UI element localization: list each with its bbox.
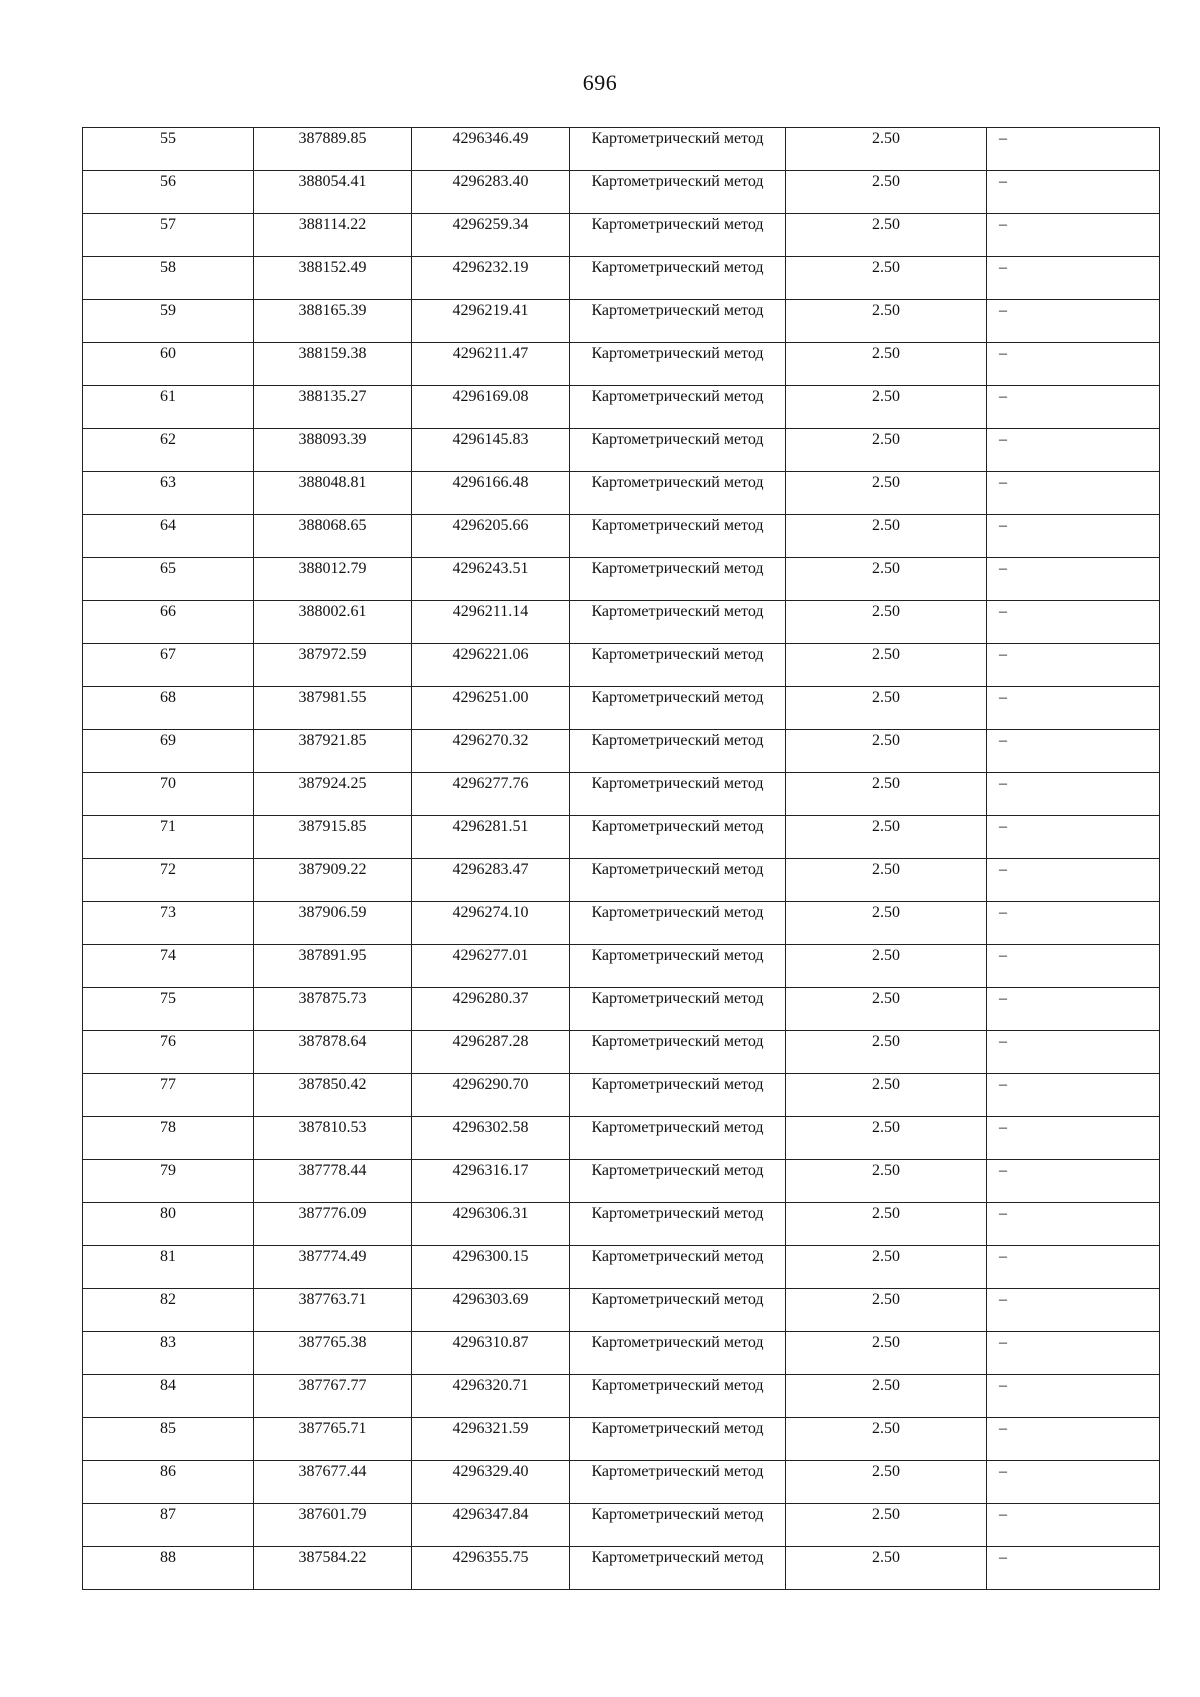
- method-cell: Картометрический метод: [570, 1332, 786, 1375]
- accuracy-cell: 2.50: [786, 988, 987, 1031]
- accuracy-cell: 2.50: [786, 1117, 987, 1160]
- accuracy-cell: 2.50: [786, 1031, 987, 1074]
- y-coordinate-cell: 4296302.58: [412, 1117, 570, 1160]
- note-cell: –: [987, 429, 1160, 472]
- accuracy-cell: 2.50: [786, 1332, 987, 1375]
- y-coordinate-cell: 4296270.32: [412, 730, 570, 773]
- table-row: [83, 214, 1160, 257]
- method-cell: Картометрический метод: [570, 859, 786, 902]
- method-cell: Картометрический метод: [570, 1074, 786, 1117]
- coordinates-table-body: [83, 128, 1160, 1590]
- coordinates-table: [82, 127, 1160, 1590]
- method-cell: Картометрический метод: [570, 257, 786, 300]
- x-coordinate-cell: 388165.39: [254, 300, 412, 343]
- y-coordinate-cell: 4296277.76: [412, 773, 570, 816]
- x-coordinate-cell: 387601.79: [254, 1504, 412, 1547]
- note-cell: –: [987, 1074, 1160, 1117]
- method-cell: Картометрический метод: [570, 988, 786, 1031]
- table-row: [83, 472, 1160, 515]
- method-cell: Картометрический метод: [570, 601, 786, 644]
- y-coordinate-cell: 4296169.08: [412, 386, 570, 429]
- note-cell: –: [987, 1504, 1160, 1547]
- y-coordinate-cell: 4296281.51: [412, 816, 570, 859]
- point-number-cell: 77: [83, 1074, 254, 1117]
- table-row: [83, 859, 1160, 902]
- point-number-cell: 74: [83, 945, 254, 988]
- x-coordinate-cell: 388002.61: [254, 601, 412, 644]
- point-number-cell: 80: [83, 1203, 254, 1246]
- table-row: [83, 386, 1160, 429]
- table-row: [83, 773, 1160, 816]
- method-cell: Картометрический метод: [570, 816, 786, 859]
- x-coordinate-cell: 387875.73: [254, 988, 412, 1031]
- method-cell: Картометрический метод: [570, 1461, 786, 1504]
- x-coordinate-cell: 387584.22: [254, 1547, 412, 1590]
- point-number-cell: 60: [83, 343, 254, 386]
- method-cell: Картометрический метод: [570, 558, 786, 601]
- y-coordinate-cell: 4296232.19: [412, 257, 570, 300]
- point-number-cell: 83: [83, 1332, 254, 1375]
- accuracy-cell: 2.50: [786, 773, 987, 816]
- accuracy-cell: 2.50: [786, 300, 987, 343]
- x-coordinate-cell: 387909.22: [254, 859, 412, 902]
- x-coordinate-cell: 388114.22: [254, 214, 412, 257]
- method-cell: Картометрический метод: [570, 1289, 786, 1332]
- y-coordinate-cell: 4296316.17: [412, 1160, 570, 1203]
- table-row: [83, 601, 1160, 644]
- method-cell: Картометрический метод: [570, 1031, 786, 1074]
- method-cell: Картометрический метод: [570, 1246, 786, 1289]
- note-cell: –: [987, 1418, 1160, 1461]
- accuracy-cell: 2.50: [786, 1203, 987, 1246]
- method-cell: Картометрический метод: [570, 472, 786, 515]
- note-cell: –: [987, 171, 1160, 214]
- x-coordinate-cell: 387924.25: [254, 773, 412, 816]
- x-coordinate-cell: 387810.53: [254, 1117, 412, 1160]
- note-cell: –: [987, 1461, 1160, 1504]
- x-coordinate-cell: 387765.71: [254, 1418, 412, 1461]
- table-row: [83, 257, 1160, 300]
- method-cell: Картометрический метод: [570, 386, 786, 429]
- y-coordinate-cell: 4296347.84: [412, 1504, 570, 1547]
- y-coordinate-cell: 4296280.37: [412, 988, 570, 1031]
- y-coordinate-cell: 4296274.10: [412, 902, 570, 945]
- table-row: [83, 902, 1160, 945]
- y-coordinate-cell: 4296221.06: [412, 644, 570, 687]
- accuracy-cell: 2.50: [786, 429, 987, 472]
- x-coordinate-cell: 388048.81: [254, 472, 412, 515]
- table-row: [83, 1375, 1160, 1418]
- method-cell: Картометрический метод: [570, 773, 786, 816]
- y-coordinate-cell: 4296219.41: [412, 300, 570, 343]
- note-cell: –: [987, 601, 1160, 644]
- point-number-cell: 75: [83, 988, 254, 1031]
- method-cell: Картометрический метод: [570, 902, 786, 945]
- y-coordinate-cell: 4296211.47: [412, 343, 570, 386]
- point-number-cell: 67: [83, 644, 254, 687]
- x-coordinate-cell: 388159.38: [254, 343, 412, 386]
- method-cell: Картометрический метод: [570, 300, 786, 343]
- x-coordinate-cell: 387891.95: [254, 945, 412, 988]
- method-cell: Картометрический метод: [570, 1160, 786, 1203]
- accuracy-cell: 2.50: [786, 1504, 987, 1547]
- point-number-cell: 59: [83, 300, 254, 343]
- table-row: [83, 644, 1160, 687]
- point-number-cell: 64: [83, 515, 254, 558]
- note-cell: –: [987, 1246, 1160, 1289]
- y-coordinate-cell: 4296243.51: [412, 558, 570, 601]
- table-row: [83, 1074, 1160, 1117]
- table-row: [83, 300, 1160, 343]
- note-cell: –: [987, 816, 1160, 859]
- accuracy-cell: 2.50: [786, 730, 987, 773]
- point-number-cell: 87: [83, 1504, 254, 1547]
- accuracy-cell: 2.50: [786, 601, 987, 644]
- y-coordinate-cell: 4296259.34: [412, 214, 570, 257]
- point-number-cell: 57: [83, 214, 254, 257]
- y-coordinate-cell: 4296287.28: [412, 1031, 570, 1074]
- accuracy-cell: 2.50: [786, 1547, 987, 1590]
- note-cell: –: [987, 128, 1160, 171]
- y-coordinate-cell: 4296251.00: [412, 687, 570, 730]
- x-coordinate-cell: 388093.39: [254, 429, 412, 472]
- method-cell: Картометрический метод: [570, 429, 786, 472]
- note-cell: –: [987, 558, 1160, 601]
- point-number-cell: 71: [83, 816, 254, 859]
- method-cell: Картометрический метод: [570, 1504, 786, 1547]
- y-coordinate-cell: 4296346.49: [412, 128, 570, 171]
- point-number-cell: 79: [83, 1160, 254, 1203]
- table-row: [83, 730, 1160, 773]
- table-row: [83, 1203, 1160, 1246]
- accuracy-cell: 2.50: [786, 386, 987, 429]
- note-cell: –: [987, 300, 1160, 343]
- table-row: [83, 558, 1160, 601]
- x-coordinate-cell: 387915.85: [254, 816, 412, 859]
- table-row: [83, 429, 1160, 472]
- y-coordinate-cell: 4296290.70: [412, 1074, 570, 1117]
- table-row: [83, 1504, 1160, 1547]
- point-number-cell: 76: [83, 1031, 254, 1074]
- point-number-cell: 68: [83, 687, 254, 730]
- x-coordinate-cell: 387981.55: [254, 687, 412, 730]
- x-coordinate-cell: 388135.27: [254, 386, 412, 429]
- note-cell: –: [987, 730, 1160, 773]
- point-number-cell: 85: [83, 1418, 254, 1461]
- point-number-cell: 63: [83, 472, 254, 515]
- note-cell: –: [987, 644, 1160, 687]
- page-number: 696: [582, 70, 618, 95]
- y-coordinate-cell: 4296303.69: [412, 1289, 570, 1332]
- accuracy-cell: 2.50: [786, 816, 987, 859]
- accuracy-cell: 2.50: [786, 1461, 987, 1504]
- table-row: [83, 1160, 1160, 1203]
- table-row: [83, 1332, 1160, 1375]
- y-coordinate-cell: 4296283.47: [412, 859, 570, 902]
- method-cell: Картометрический метод: [570, 730, 786, 773]
- table-row: [83, 1461, 1160, 1504]
- note-cell: –: [987, 1160, 1160, 1203]
- table-row: [83, 1031, 1160, 1074]
- y-coordinate-cell: 4296211.14: [412, 601, 570, 644]
- note-cell: –: [987, 386, 1160, 429]
- note-cell: –: [987, 902, 1160, 945]
- note-cell: –: [987, 773, 1160, 816]
- note-cell: –: [987, 343, 1160, 386]
- note-cell: –: [987, 945, 1160, 988]
- y-coordinate-cell: 4296300.15: [412, 1246, 570, 1289]
- point-number-cell: 62: [83, 429, 254, 472]
- accuracy-cell: 2.50: [786, 945, 987, 988]
- point-number-cell: 72: [83, 859, 254, 902]
- method-cell: Картометрический метод: [570, 1203, 786, 1246]
- method-cell: Картометрический метод: [570, 1418, 786, 1461]
- note-cell: –: [987, 1332, 1160, 1375]
- accuracy-cell: 2.50: [786, 1289, 987, 1332]
- method-cell: Картометрический метод: [570, 1547, 786, 1590]
- accuracy-cell: 2.50: [786, 1160, 987, 1203]
- x-coordinate-cell: 387972.59: [254, 644, 412, 687]
- note-cell: –: [987, 687, 1160, 730]
- x-coordinate-cell: 388068.65: [254, 515, 412, 558]
- note-cell: –: [987, 1031, 1160, 1074]
- note-cell: –: [987, 1547, 1160, 1590]
- note-cell: –: [987, 1203, 1160, 1246]
- method-cell: Картометрический метод: [570, 687, 786, 730]
- accuracy-cell: 2.50: [786, 1375, 987, 1418]
- accuracy-cell: 2.50: [786, 1074, 987, 1117]
- y-coordinate-cell: 4296320.71: [412, 1375, 570, 1418]
- x-coordinate-cell: 387776.09: [254, 1203, 412, 1246]
- point-number-cell: 58: [83, 257, 254, 300]
- accuracy-cell: 2.50: [786, 472, 987, 515]
- accuracy-cell: 2.50: [786, 214, 987, 257]
- table-row: [83, 1547, 1160, 1590]
- accuracy-cell: 2.50: [786, 1418, 987, 1461]
- y-coordinate-cell: 4296321.59: [412, 1418, 570, 1461]
- table-row: [83, 1246, 1160, 1289]
- x-coordinate-cell: 387763.71: [254, 1289, 412, 1332]
- accuracy-cell: 2.50: [786, 1246, 987, 1289]
- y-coordinate-cell: 4296306.31: [412, 1203, 570, 1246]
- point-number-cell: 70: [83, 773, 254, 816]
- accuracy-cell: 2.50: [786, 558, 987, 601]
- point-number-cell: 56: [83, 171, 254, 214]
- note-cell: –: [987, 1117, 1160, 1160]
- x-coordinate-cell: 387921.85: [254, 730, 412, 773]
- x-coordinate-cell: 388152.49: [254, 257, 412, 300]
- table-row: [83, 1289, 1160, 1332]
- accuracy-cell: 2.50: [786, 128, 987, 171]
- note-cell: –: [987, 257, 1160, 300]
- table-row: [83, 171, 1160, 214]
- accuracy-cell: 2.50: [786, 515, 987, 558]
- note-cell: –: [987, 515, 1160, 558]
- table-row: [83, 687, 1160, 730]
- method-cell: Картометрический метод: [570, 644, 786, 687]
- point-number-cell: 82: [83, 1289, 254, 1332]
- note-cell: –: [987, 859, 1160, 902]
- point-number-cell: 69: [83, 730, 254, 773]
- point-number-cell: 88: [83, 1547, 254, 1590]
- accuracy-cell: 2.50: [786, 257, 987, 300]
- table-row: [83, 1117, 1160, 1160]
- table-row: [83, 128, 1160, 171]
- y-coordinate-cell: 4296329.40: [412, 1461, 570, 1504]
- table-row: [83, 1418, 1160, 1461]
- accuracy-cell: 2.50: [786, 859, 987, 902]
- x-coordinate-cell: 388054.41: [254, 171, 412, 214]
- y-coordinate-cell: 4296310.87: [412, 1332, 570, 1375]
- x-coordinate-cell: 387906.59: [254, 902, 412, 945]
- method-cell: Картометрический метод: [570, 343, 786, 386]
- table-row: [83, 515, 1160, 558]
- point-number-cell: 84: [83, 1375, 254, 1418]
- table-row: [83, 945, 1160, 988]
- x-coordinate-cell: 387850.42: [254, 1074, 412, 1117]
- point-number-cell: 66: [83, 601, 254, 644]
- method-cell: Картометрический метод: [570, 214, 786, 257]
- accuracy-cell: 2.50: [786, 902, 987, 945]
- method-cell: Картометрический метод: [570, 171, 786, 214]
- y-coordinate-cell: 4296145.83: [412, 429, 570, 472]
- point-number-cell: 65: [83, 558, 254, 601]
- accuracy-cell: 2.50: [786, 343, 987, 386]
- note-cell: –: [987, 1289, 1160, 1332]
- x-coordinate-cell: 387889.85: [254, 128, 412, 171]
- method-cell: Картометрический метод: [570, 1375, 786, 1418]
- note-cell: –: [987, 472, 1160, 515]
- point-number-cell: 81: [83, 1246, 254, 1289]
- y-coordinate-cell: 4296277.01: [412, 945, 570, 988]
- x-coordinate-cell: 387878.64: [254, 1031, 412, 1074]
- point-number-cell: 73: [83, 902, 254, 945]
- accuracy-cell: 2.50: [786, 171, 987, 214]
- point-number-cell: 86: [83, 1461, 254, 1504]
- accuracy-cell: 2.50: [786, 687, 987, 730]
- point-number-cell: 55: [83, 128, 254, 171]
- table-row: [83, 343, 1160, 386]
- method-cell: Картометрический метод: [570, 1117, 786, 1160]
- y-coordinate-cell: 4296355.75: [412, 1547, 570, 1590]
- point-number-cell: 61: [83, 386, 254, 429]
- x-coordinate-cell: 387767.77: [254, 1375, 412, 1418]
- method-cell: Картометрический метод: [570, 128, 786, 171]
- table-row: [83, 988, 1160, 1031]
- y-coordinate-cell: 4296283.40: [412, 171, 570, 214]
- method-cell: Картометрический метод: [570, 515, 786, 558]
- table-row: [83, 816, 1160, 859]
- x-coordinate-cell: 387774.49: [254, 1246, 412, 1289]
- x-coordinate-cell: 387778.44: [254, 1160, 412, 1203]
- method-cell: Картометрический метод: [570, 945, 786, 988]
- y-coordinate-cell: 4296205.66: [412, 515, 570, 558]
- point-number-cell: 78: [83, 1117, 254, 1160]
- x-coordinate-cell: 387765.38: [254, 1332, 412, 1375]
- accuracy-cell: 2.50: [786, 644, 987, 687]
- x-coordinate-cell: 387677.44: [254, 1461, 412, 1504]
- note-cell: –: [987, 214, 1160, 257]
- x-coordinate-cell: 388012.79: [254, 558, 412, 601]
- note-cell: –: [987, 988, 1160, 1031]
- y-coordinate-cell: 4296166.48: [412, 472, 570, 515]
- note-cell: –: [987, 1375, 1160, 1418]
